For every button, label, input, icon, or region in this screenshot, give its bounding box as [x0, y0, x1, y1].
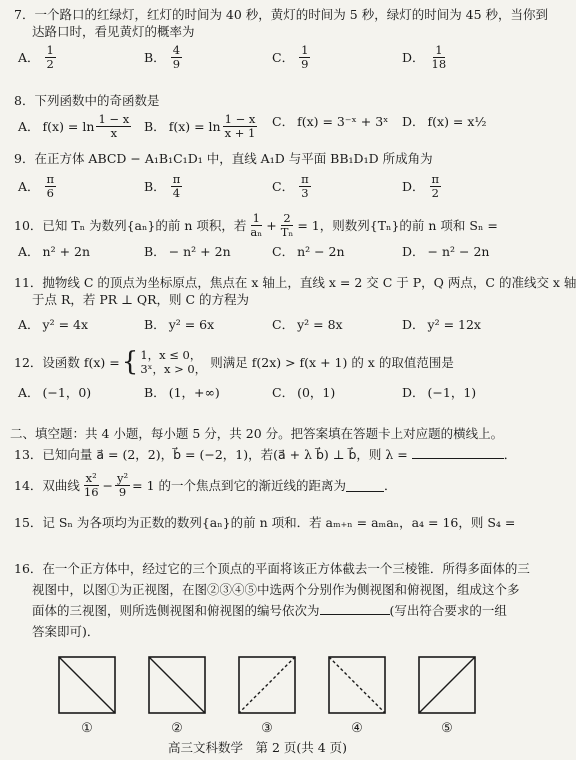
- q13-text: 13．已知向量 a⃗ = (2，2)，b⃗ = (−2，1)，若(a⃗ + λ b⃗) ⊥ b⃗，则 λ =: [14, 447, 408, 462]
- q7-stem-cont: 达路口时，看见黄灯的概率为: [32, 24, 195, 39]
- q11-option-d: D． y² = 12x: [402, 317, 481, 332]
- q8-stem: 8．下列函数中的奇函数是: [14, 93, 160, 108]
- q12-stem: 12．设函数 f(x) = { 1，x ≤ 0， 3ˣ，x > 0， 则满足 f(2x) > f(x + 1) 的 x 的取值范围是: [14, 347, 454, 377]
- figure-2-label: ②: [171, 721, 183, 736]
- question-8: [14, 92, 505, 147]
- question-7: [14, 6, 549, 78]
- question-15: [14, 514, 516, 531]
- figure-4-label: ④: [351, 721, 363, 736]
- q7-option-b: B． $\frac{4}{9}$: [144, 43, 181, 71]
- q11-stem-cont: 于点 R，若 PR ⊥ QR，则 C 的方程为: [32, 292, 250, 307]
- question-10: [14, 212, 505, 261]
- question-13: 13．已知向量 a⃗ = (2，2)，b⃗ = (−2，1)，若(a⃗ + λ b⃗) ⊥ b⃗，则 λ = ．: [14, 447, 517, 462]
- q15-text: 15．记 Sₙ 为各项均为正数的数列{aₙ}的前 n 项和．若 aₘ₊ₙ = aₘaₙ，a₄ = 16，则 S₄ =: [14, 515, 516, 530]
- q8-option-b: B． f(x) = ln $\frac{1 - x}{x + 1}$: [144, 112, 256, 140]
- q16-figures: [58, 656, 498, 714]
- q10-option-a: A． n² + 2n: [18, 244, 91, 259]
- q10-options: [14, 243, 505, 261]
- figure-3: [238, 656, 296, 714]
- q12-option-a: A． (−1，0): [18, 385, 92, 400]
- q16-line-2: 视图中，以图①为正视图，在图②③④⑤中选两个分别作为侧视图和俯视图，组成这个多: [32, 582, 520, 597]
- q16-line-4: 答案即可)．: [32, 624, 100, 639]
- q7-options: [14, 44, 505, 78]
- q10-option-d: D． − n² − 2n: [402, 244, 490, 259]
- q12-option-d: D． (−1，1): [402, 385, 477, 400]
- q9-options: [14, 173, 505, 207]
- q12-options: [14, 384, 505, 402]
- q9-stem: 9．在正方体 ABCD − A₁B₁C₁D₁ 中，直线 A₁D 与平面 BB₁D₁D 所成角为: [14, 151, 433, 166]
- q9-option-b: B． $\frac{\pi}{4}$: [144, 172, 181, 200]
- section-2-heading: 二、填空题：共 4 小题，每小题 5 分，共 20 分。把答案填在答题卡上对应题的横线上。: [10, 426, 504, 441]
- question-11: [14, 274, 576, 334]
- question-12: [14, 348, 505, 402]
- figure-2: [148, 656, 206, 714]
- q8-option-d: D． f(x) = x½: [402, 114, 487, 129]
- q7-stem: 7．一个路口的红绿灯，红灯的时间为 40 秒，黄灯的时间为 5 秒，绿灯的时间为 45 秒，当你到: [14, 7, 549, 22]
- figure-1-front-view: [58, 656, 116, 714]
- figure-5: [418, 656, 476, 714]
- q12-option-c: C． (0，1): [272, 385, 336, 400]
- figure-3-label: ③: [261, 721, 273, 736]
- q11-options: [14, 316, 505, 334]
- figure-1-label: ①: [81, 721, 93, 736]
- q7-option-c: C． $\frac{1}{9}$: [272, 43, 309, 71]
- q12-piecewise: { 1，x ≤ 0， 3ˣ，x > 0，: [121, 347, 207, 377]
- q11-option-c: C． y² = 8x: [272, 317, 343, 332]
- q8-option-c: C． f(x) = 3⁻ˣ + 3ˣ: [272, 114, 389, 129]
- q8-options: [14, 113, 505, 147]
- q13-answer-blank: [412, 446, 504, 459]
- q11-stem: 11．抛物线 C 的顶点为坐标原点，焦点在 x 轴上，直线 x = 2 交 C 于 P，Q 两点，C 的准线交 x 轴: [14, 275, 576, 290]
- q14-answer-blank: [346, 479, 384, 492]
- q7-option-a: A． $\frac{1}{2}$: [18, 43, 54, 71]
- page-footer: 高三文科数学 第 2 页(共 4 页): [167, 740, 348, 755]
- q9-option-c: C． $\frac{\pi}{3}$: [272, 172, 309, 200]
- q11-option-b: B． y² = 6x: [144, 317, 215, 332]
- q16-line-1: 16．在一个正方体中，经过它的三个顶点的平面将该正方体截去一个三棱锥．所得多面体的三: [14, 561, 530, 576]
- q10-option-c: C． n² − 2n: [272, 244, 345, 259]
- question-9: [14, 150, 505, 207]
- q9-option-d: D． $\frac{\pi}{2}$: [402, 172, 440, 200]
- q10-stem: 10．已知 Tₙ 为数列{aₙ}的前 n 项积，若 $\frac{1}{\text{aₙ}}$ + $\frac{2}{\text{Tₙ}}$ = 1，则数列{Tₙ}的前 n 项和 Sₙ =: [14, 211, 498, 239]
- q9-option-a: A． $\frac{\pi}{6}$: [18, 172, 55, 200]
- q12-option-b: B． (1，+∞): [144, 385, 220, 400]
- figure-4: [328, 656, 386, 714]
- q7-option-d: D． $\frac{1}{18}$: [402, 43, 447, 71]
- q10-option-b: B． − n² + 2n: [144, 244, 231, 259]
- q8-option-a: A． f(x) = ln $\frac{1 - x}{x}$: [18, 112, 130, 140]
- question-16: 16．在一个正方体中，经过它的三个顶点的平面将该正方体截去一个三棱锥．所得多面体的三 视图中，以图①为正视图，在图②③④⑤中选两个分别作为侧视图和俯视图，组成这个多 面体的三视图，则所选侧视图和俯视图的编号依次为 (写出符合要求的一组 答案即可)．: [14, 561, 530, 639]
- question-14: 14．双曲线 $\frac{\text{x²}}{16}$ − $\frac{\text{y²}}{9}$ = 1 的一个焦点到它的渐近线的距离为 ．: [14, 471, 397, 499]
- figure-5-label: ⑤: [441, 721, 453, 736]
- q16-line-3: 面体的三视图，则所选侧视图和俯视图的编号依次为: [32, 603, 320, 618]
- q16-answer-blank: [320, 602, 390, 615]
- q11-option-a: A． y² = 4x: [18, 317, 89, 332]
